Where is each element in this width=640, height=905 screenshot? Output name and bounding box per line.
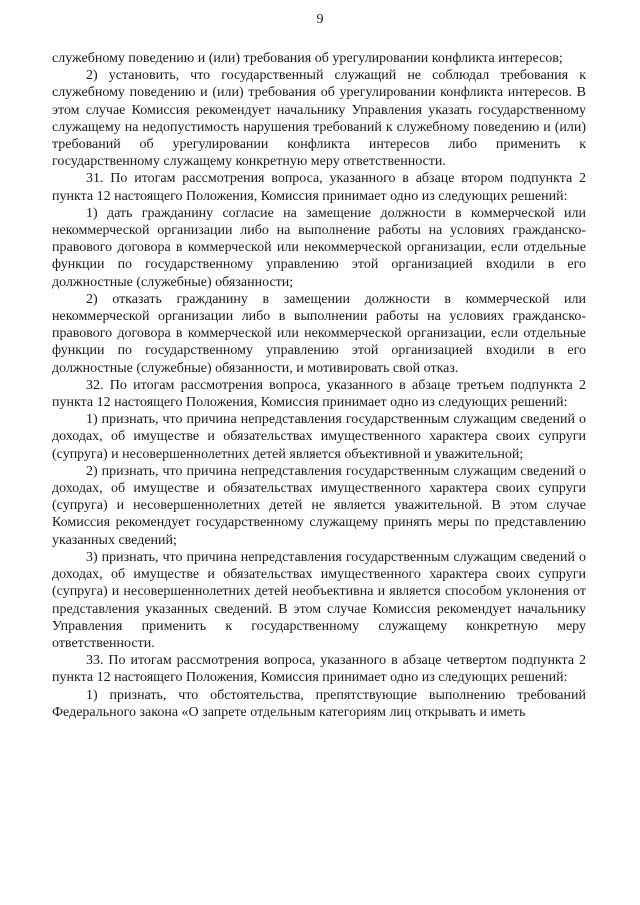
document-body — [52, 50, 586, 721]
paragraph-31: 31. По итогам рассмотрения вопроса, указанного в абзаце втором подпункта 2 пункта 12 настоящего Положения, Комиссия принимает одно из следующих решений: — [52, 171, 586, 204]
paragraph-32-item-1: 1) признать, что причина непредставления государственным служащим сведений о доходах, об имуществе и обязательствах имущественного характера своих супруги (супруга) и несовершеннолетних детей является объективной и уважительной; — [52, 412, 586, 462]
paragraph-32-item-2: 2) признать, что причина непредставления государственным служащим сведений о доходах, об имуществе и обязательствах имущественного характера своих супруги (супруга) и несовершеннолетних детей не является уважительной. В этом случае Комиссия рекомендует государственному служащему принять меры по представлению указанных сведений; — [52, 463, 586, 548]
paragraph-31-item-1: 1) дать гражданину согласие на замещение должности в коммерческой или некоммерческой организации либо на выполнение работы на условиях гражданско-правового договора в коммерческой или некоммерческой организации, если отдельные функции по государственному управлению этой организацией входили в его должностные (служебные) обязанности; — [52, 205, 586, 290]
paragraph-33: 33. По итогам рассмотрения вопроса, указанного в абзаце четвертом подпункта 2 пункта 12 настоящего Положения, Комиссия принимает одно из следующих решений: — [52, 653, 586, 686]
paragraph-31-item-2: 2) отказать гражданину в замещении должности в коммерческой или некоммерческой организации либо в выполнении работы на условиях гражданско-правового договора в коммерческой или некоммерческой организации, если отдельные функции по государственному управлению этой организацией входили в его должностные (служебные) обязанности, и мотивировать свой отказ. — [52, 291, 586, 376]
paragraph-33-item-1: 1) признать, что обстоятельства, препятствующие выполнению требований Федерального закона «О запрете отдельным категориям лиц открывать и иметь — [52, 687, 586, 720]
paragraph-32-item-3: 3) признать, что причина непредставления государственным служащим сведений о доходах, об имуществе и обязательствах имущественного характера своих супруги (супруга) и несовершеннолетних детей необъективна и является способом уклонения от представления указанных сведений. В этом случае Комиссия рекомендует начальнику Управления применить к государственному служащему конкретную меру ответственности. — [52, 549, 586, 651]
page-number: 9 — [316, 12, 324, 27]
paragraph-item-2-violation: 2) установить, что государственный служащий не соблюдал требования к служебному поведению и (или) требования об урегулировании конфликта интересов. В этом случае Комиссия рекомендует начальнику Управления указать государственному служащему на недопустимость нарушения требований к служебному поведению и (или) требований об урегулировании конфликта интересов либо применить к государственному служащему конкретную меру ответственности. — [52, 68, 586, 170]
paragraph-continuation: служебному поведению и (или) требования об урегулировании конфликта интересов; — [52, 51, 563, 66]
paragraph-32: 32. По итогам рассмотрения вопроса, указанного в абзаце третьем подпункта 2 пункта 12 настоящего Положения, Комиссия принимает одно из следующих решений: — [52, 377, 586, 411]
